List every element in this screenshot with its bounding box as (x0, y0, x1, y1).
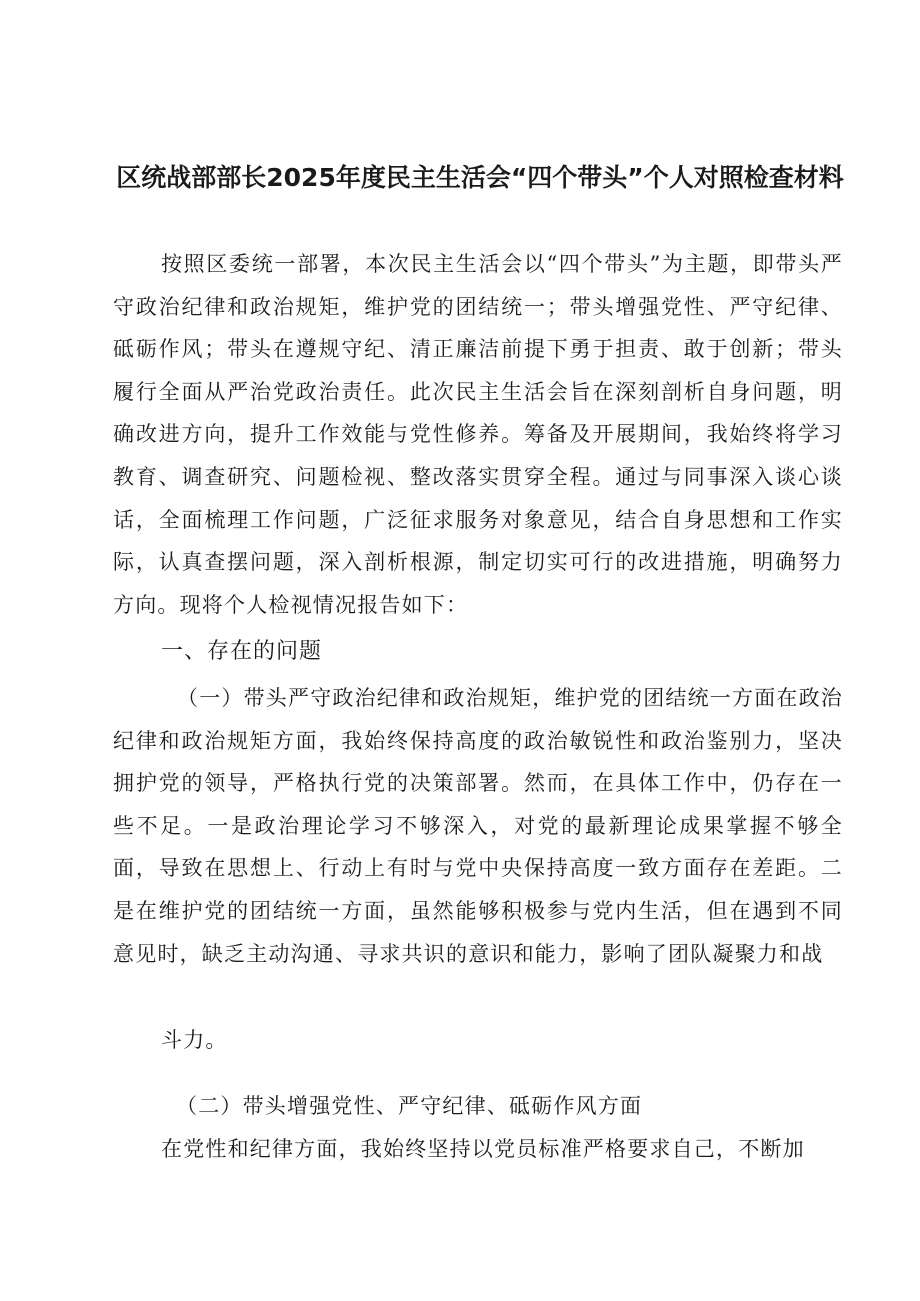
subsection-1-paragraph: （一）带头严守政治纪律和政治规矩，维护党的团结统一方面在政治纪律和政治规矩方面，我始终保持高度的政治敏锐性和政治鉴别力，坚决拥护党的领导，严格执行党的决策部署。然而，在具体工作中，仍存在一些不足。一是政治理论学习不够深入，对党的最新理论成果掌握不够全面，导致在思想上、行动上有时与党中央保持高度一致方面存在差距。二是在维护党的团结统一方面，虽然能够积极参与党内生活，但在遇到不同意见时，缺乏主动沟通、寻求共识的意识和能力，影响了团队凝聚力和战 (113, 686, 843, 966)
document-title: 区统战部部长2025年度民主生活会“四个带头”个人对照检查材料 (116, 163, 844, 192)
subsection-1-tail: 斗力。 (161, 1028, 228, 1052)
intro-paragraph: 按照区委统一部署，本次民主生活会以“四个带头”为主题，即带头严守政治纪律和政治规矩，维护党的团结统一；带头增强党性、严守纪律、砥砺作风；带头在遵规守纪、清正廉洁前提下勇于担责、敢于创新；带头履行全面从严治党政治责任。此次民主生活会旨在深刻剖析自身问题，明确改进方向，提升工作效能与党性修养。筹备及开展期间，我始终将学习教育、调查研究、问题检视、整改落实贯穿全程。通过与同事深入谈心谈话，全面梳理工作问题，广泛征求服务对象意见，结合自身思想和工作实际，认真查摆问题，深入剖析根源，制定切实可行的改进措施，明确努力方向。现将个人检视情况报告如下： (113, 252, 843, 617)
subsection-2-paragraph: 在党性和纪律方面，我始终坚持以党员标准严格要求自己，不断加 (161, 1137, 805, 1161)
subsection-2-heading: （二）带头增强党性、严守纪律、砥砺作风方面 (176, 1094, 643, 1118)
section-heading-problems: 一、存在的问题 (161, 639, 323, 664)
